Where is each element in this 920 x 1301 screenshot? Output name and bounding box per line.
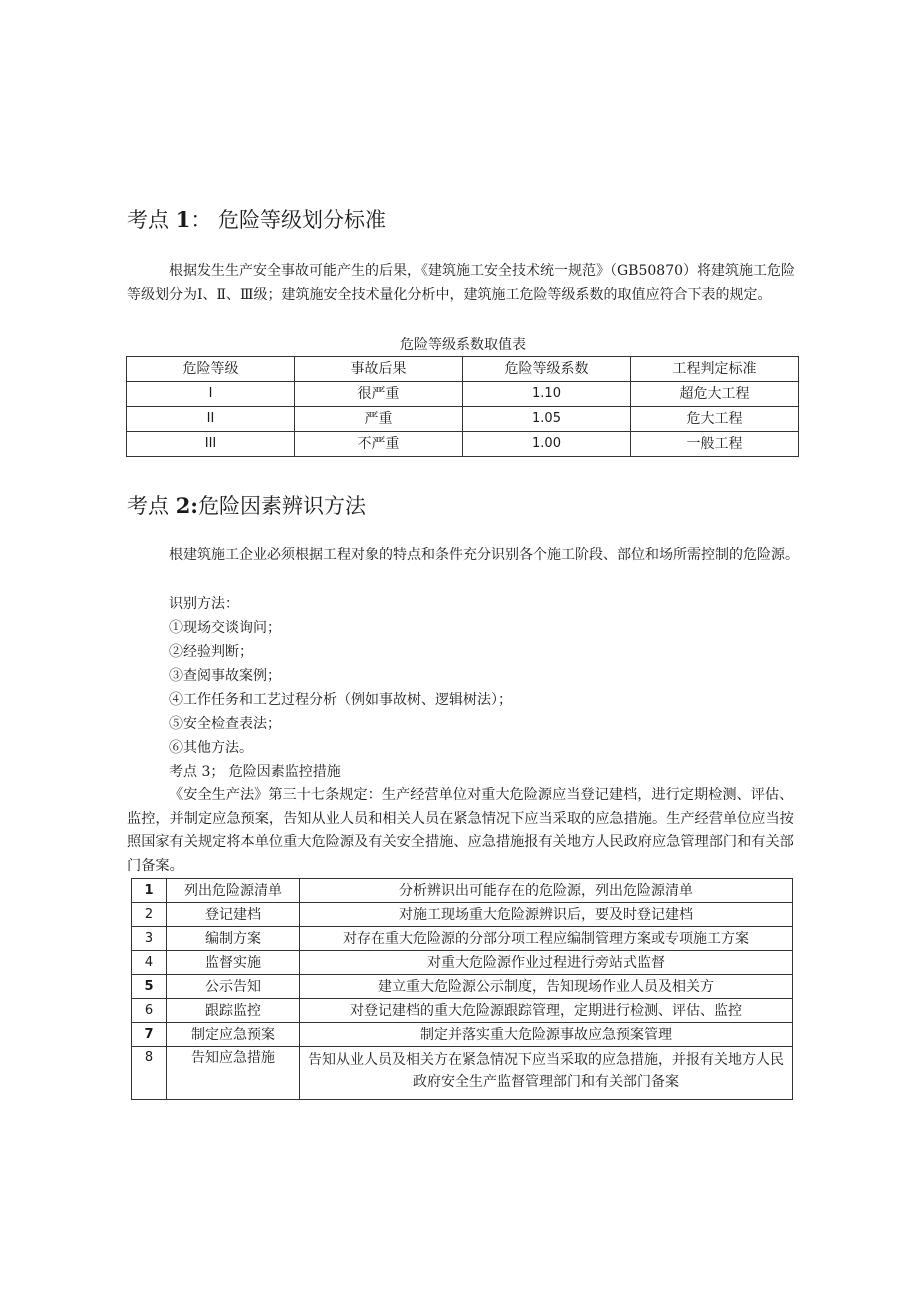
list-item: ④工作任务和工艺过程分析（例如事故树、逻辑树法）；: [169, 692, 512, 708]
table-row: [132, 879, 793, 903]
section1-paragraph: 根据发生生产安全事故可能产生的后果，《建筑施工安全技术统一规范》（GB50870）将建筑施工危险等级划分为Ⅰ、Ⅱ、Ⅲ级；建筑施安全技术量化分析中，建筑施工危险等级系数的取值应符合下表的规定。: [127, 263, 796, 303]
measure-name: 登记建档: [167, 903, 300, 927]
table-cell: 很严重: [295, 382, 463, 407]
table-row: [132, 999, 793, 1023]
measure-name: 制定应急预案: [167, 1023, 300, 1047]
table-row: [132, 927, 793, 951]
section3-paragraph: 《安全生产法》第三十七条规定：生产经营单位对重大危险源应当登记建档，进行定期检测、评估、监控，并制定应急预案，告知从业人员和相关人员在紧急情况下应当采取的应急措施。生产经营单位应当按照国家有关规定将本单位重大危险源及有关安全措施、应急措施报有关地方人民政府应急管理部门和有关部门备案。: [127, 787, 794, 874]
section3-title: 考点 3； 危险因素监控措施: [169, 764, 341, 780]
table-cell: 严重: [295, 407, 463, 432]
table-row: [127, 432, 799, 457]
measure-name: 编制方案: [167, 927, 300, 951]
row-number: 6: [132, 999, 167, 1023]
table-row: [132, 1047, 793, 1100]
table-header: 危险等级: [127, 357, 295, 382]
measure-description: 告知从业人员及相关方在紧急情况下应当采取的应急措施，并报有关地方人民政府安全生产监督管理部门和有关部门备案: [300, 1047, 793, 1100]
table-row: [132, 951, 793, 975]
risk-level-table: [126, 356, 799, 457]
table-cell: 1.05: [463, 407, 631, 432]
table-cell: 1.10: [463, 382, 631, 407]
list-item: ③查阅事故案例；: [169, 668, 281, 684]
section2-title: 考点 2:危险因素辨识方法: [127, 493, 367, 518]
section2-paragraph: 根建筑施工企业必须根据工程对象的特点和条件充分识别各个施工阶段、部位和场所需控制的危险源。: [169, 547, 799, 563]
table-row: [127, 407, 799, 432]
row-number: 1: [132, 879, 167, 903]
table-row: [127, 382, 799, 407]
table-row: [132, 903, 793, 927]
measure-description: 对存在重大危险源的分部分项工程应编制管理方案或专项施工方案: [300, 927, 793, 951]
table-cell: 一般工程: [631, 432, 799, 457]
table-row: [132, 1023, 793, 1047]
table-row: [132, 975, 793, 999]
list-item: ①现场交谈询问；: [169, 620, 281, 636]
measure-description: 分析辨识出可能存在的危险源，列出危险源清单: [300, 879, 793, 903]
table-header: 危险等级系数: [463, 357, 631, 382]
row-number: 7: [132, 1023, 167, 1047]
list-item: ⑤安全检查表法；: [169, 716, 281, 732]
table-caption: 危险等级系数取值表: [400, 337, 526, 353]
monitoring-measures-table: [131, 878, 793, 1100]
table-cell: I: [127, 382, 295, 407]
table-cell: II: [127, 407, 295, 432]
measure-description: 对重大危险源作业过程进行旁站式监督: [300, 951, 793, 975]
section1-title: 考点 1： 危险等级划分标准: [127, 207, 386, 232]
table-header: 事故后果: [295, 357, 463, 382]
row-number: 5: [132, 975, 167, 999]
measure-name: 跟踪监控: [167, 999, 300, 1023]
row-number: 8: [132, 1047, 167, 1100]
measure-name: 监督实施: [167, 951, 300, 975]
list-item: ⑥其他方法。: [169, 740, 253, 756]
measure-description: 制定并落实重大危险源事故应急预案管理: [300, 1023, 793, 1047]
table-cell: 超危大工程: [631, 382, 799, 407]
table-header: 工程判定标准: [631, 357, 799, 382]
list-item: ②经验判断；: [169, 644, 253, 660]
table-cell: 不严重: [295, 432, 463, 457]
table-header-row: [127, 357, 799, 382]
table-cell: 1.00: [463, 432, 631, 457]
methods-label: 识别方法：: [169, 596, 239, 612]
row-number: 4: [132, 951, 167, 975]
measure-description: 对施工现场重大危险源辨识后，要及时登记建档: [300, 903, 793, 927]
measure-name: 列出危险源清单: [167, 879, 300, 903]
measure-description: 对登记建档的重大危险源跟踪管理，定期进行检测、评估、监控: [300, 999, 793, 1023]
measure-description: 建立重大危险源公示制度，告知现场作业人员及相关方: [300, 975, 793, 999]
row-number: 2: [132, 903, 167, 927]
measure-name: 告知应急措施: [167, 1047, 300, 1100]
table-cell: III: [127, 432, 295, 457]
measure-name: 公示告知: [167, 975, 300, 999]
row-number: 3: [132, 927, 167, 951]
table-cell: 危大工程: [631, 407, 799, 432]
